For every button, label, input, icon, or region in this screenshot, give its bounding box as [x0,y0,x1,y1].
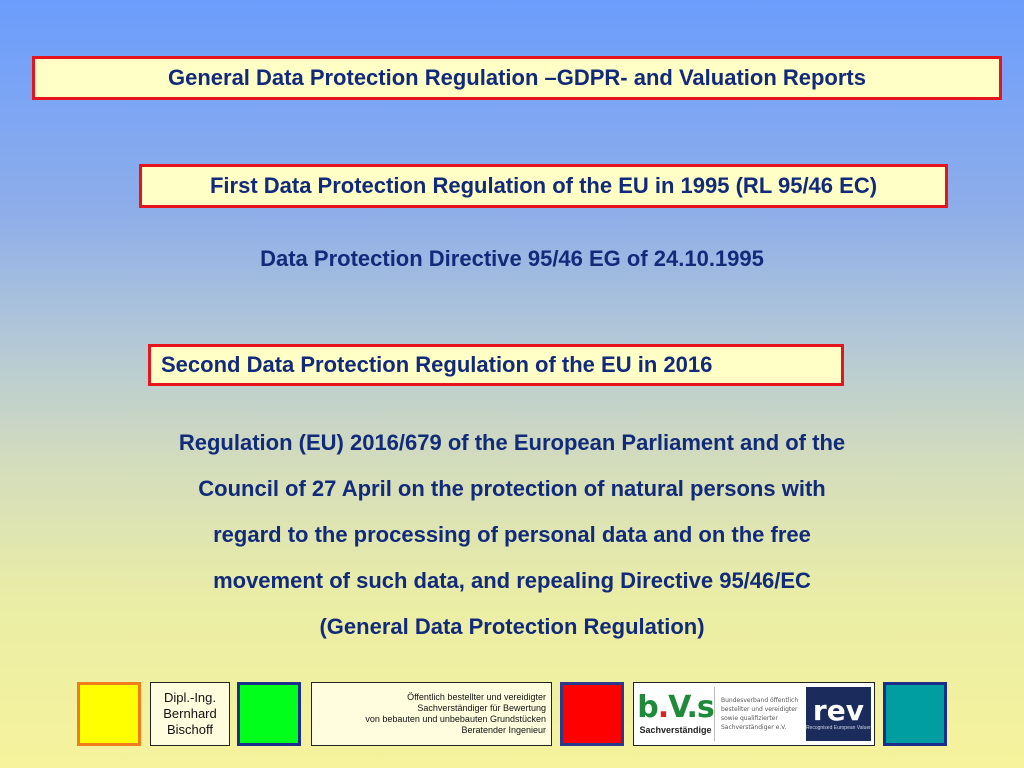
association-logos-box [633,682,875,746]
regulation-description [72,420,952,650]
first-regulation-heading-text: First Data Protection Regulation of the EU in 1995 (RL 95/46 EC) [209,173,878,198]
author-last-name: Bischoff [166,722,213,737]
author-name-box [150,682,230,746]
regulation-line: regard to the processing of personal data and on the free [213,522,811,547]
yellow-square [77,682,141,746]
author-title: Dipl.-Ing. [163,690,217,705]
author-first-name: Bernhard [163,706,217,721]
slide-title [32,56,1002,100]
second-regulation-heading-text: Second Data Protection Regulation of the EU in 2016 [161,352,713,377]
bvs-logo-subtitle: Sachverständige [639,725,712,735]
rev-logo-subtitle: Recognised European Valuer [805,725,871,731]
bvs-logo [637,687,715,741]
regulation-line: (General Data Protection Regulation) [319,614,705,639]
rev-logo [806,687,871,741]
regulation-line: movement of such data, and repealing Directive 95/46/EC [213,568,811,593]
regulation-line: Regulation (EU) 2016/679 of the European Parliament and of the [178,430,846,455]
second-regulation-heading [148,344,844,386]
expert-line: Öffentlich bestellter und vereidigter [407,692,546,702]
teal-square [883,682,947,746]
expert-description-box [311,682,552,746]
expert-line: von bebauten und unbebauten Grundstücken [365,714,546,724]
slide-title-text: General Data Protection Regulation –GDPR- and Valuation Reports [167,65,866,90]
expert-line: Sachverständiger für Bewertung [417,703,546,713]
red-square [560,682,624,746]
bvs-logo-description: Bundesverband öffentlich bestellter und vereidigter sowie qualifizierter Sachverständiger e.V. [720,697,799,731]
expert-line: Beratender Ingenieur [461,725,546,735]
regulation-line: Council of 27 April on the protection of natural persons with [198,476,826,501]
directive-text: Data Protection Directive 95/46 EG of 24.10.1995 [260,246,764,271]
first-regulation-heading [139,164,948,208]
bvs-logo-mark: b.V.s [637,690,714,725]
rev-logo-mark: rev [812,694,864,727]
green-square [237,682,301,746]
